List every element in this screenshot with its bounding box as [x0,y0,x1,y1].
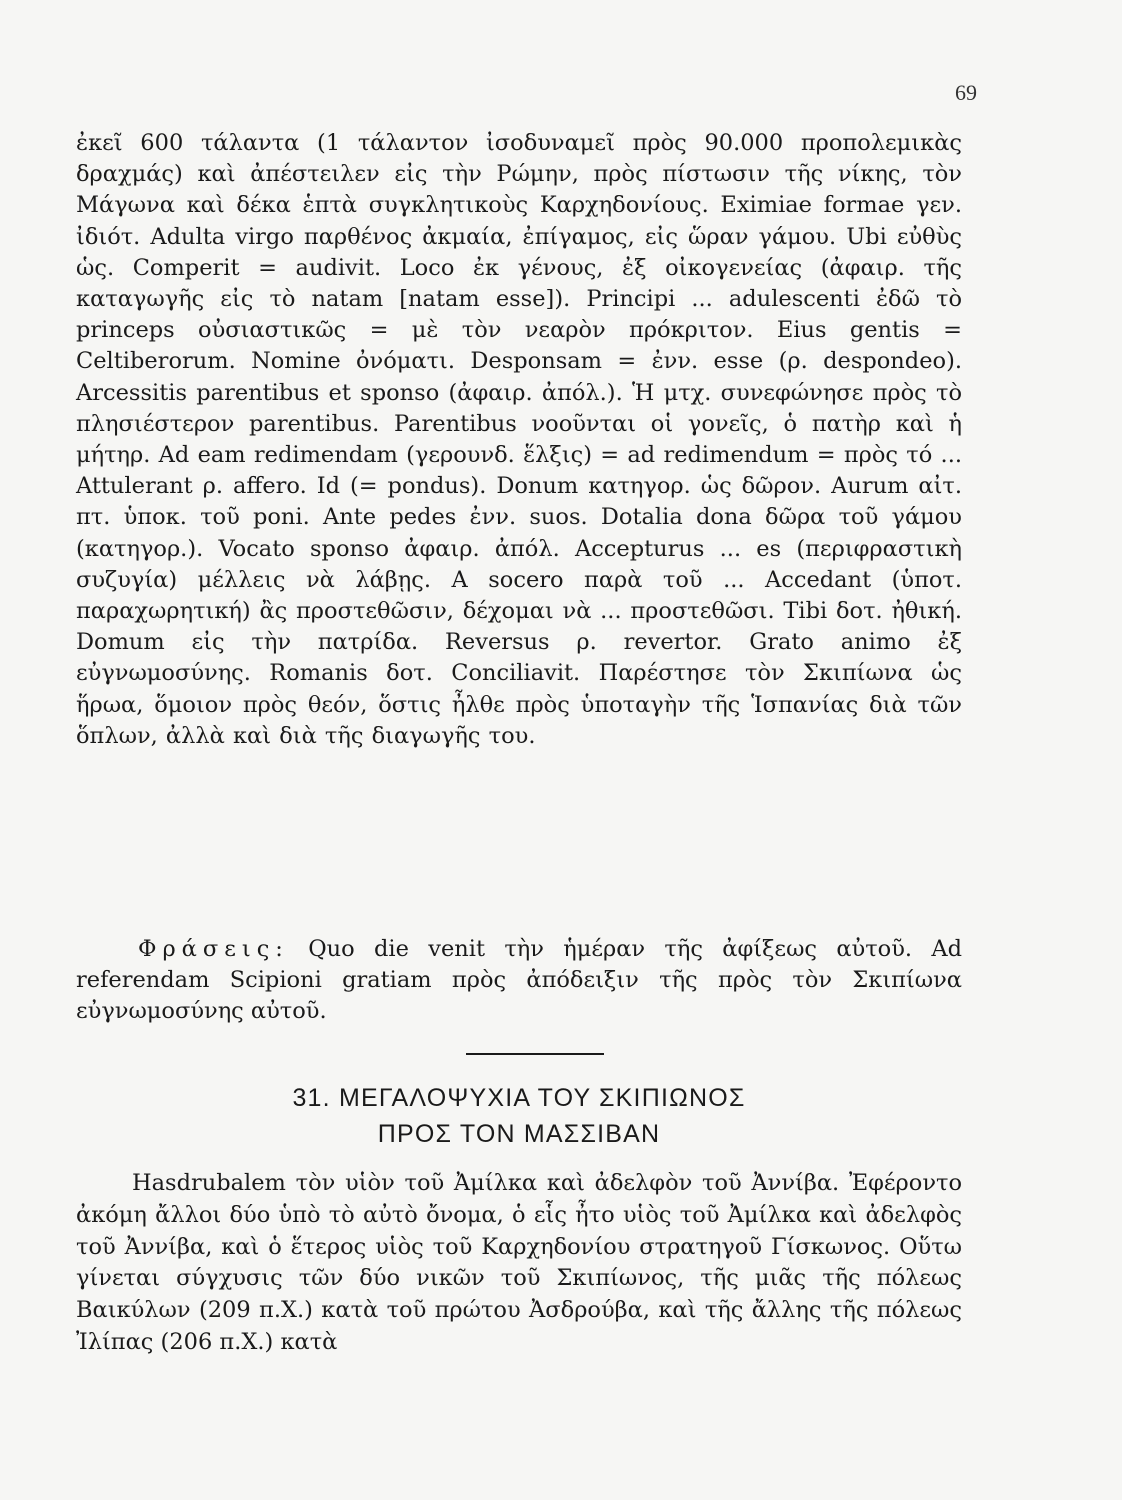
phrases-paragraph [76,934,962,1028]
commentary-paragraph: ἐκεῖ 600 τάλαντα (1 τάλαντον ἰσοδυναμεῖ πρὸς 90.000 προπολεμικὰς δραχμάς) καὶ ἀπέστειλεν εἰς τὴν Ρώμην, πρὸς πίστωσιν τῆς νίκης, τὸν Μάγωνα καὶ δέκα ἑπτὰ συγκλητικοὺς Καρχηδονίους. Eximiae formae γεν. ἰδιότ. Adulta virgo παρθένος ἀκμαία, ἐπίγαμος, εἰς ὥραν γάμου. Ubi εὐθὺς ὡς. Comperit = audivit. Loco ἐκ γένους, ἐξ οἰκογενείας (ἀφαιρ. τῆς καταγωγῆς εἰς τὸ natam [natam esse]). Principi ... adulescenti ἐδῶ τὸ princeps οὐσιαστικῶς = μὲ τὸν νεαρὸν πρόκριτον. Eius gentis = Celtiberorum. Nomine ὀνόματι. Desponsam = ἐνν. esse (ρ. despondeo). Arcessitis parentibus et sponso (ἀφαιρ. ἀπόλ.). Ἡ μτχ. συνεφώνησε πρὸς τὸ πλησιέστερον parentibus. Parentibus νοοῦνται οἱ γονεῖς, ὁ πατὴρ καὶ ἡ μήτηρ. Ad eam redimendam (γερουνδ. ἕλξις) = ad redimendum = πρὸς τό ... Attulerant ρ. affero. Id (= pondus). Donum κατηγορ. ὡς δῶρον. Aurum αἰτ. πτ. ὑποκ. τοῦ poni. Ante pedes ἐνν. suos. Dotalia dona δῶρα τοῦ γάμου (κατηγορ.). Vocato sponso ἀφαιρ. ἀπόλ. Accepturus ... es (περιφραστικὴ συζυγία) μέλλεις νὰ λάβῃς. A socero παρὰ τοῦ ... Accedant (ὑποτ. παραχωρητική) ἂς προστεθῶσιν, δέχομαι νὰ ... προστεθῶσι. Tibi δοτ. ἠθική. Domum εἰς τὴν πατρίδα. Reversus ρ. revertor. Grato animo ἐξ εὐγνωμοσύνης. Romanis δοτ. Conciliavit. Παρέστησε τὸν Σκιπίωνα ὡς ἥρωα, ὅμοιον πρὸς θεόν, ὅστις ἦλθε πρὸς ὑποταγὴν τῆς Ἱσπανίας διὰ τῶν ὅπλων, ἀλλὰ καὶ διὰ τῆς διαγωγῆς του. [76,130,962,749]
section-body [76,1168,962,1359]
commentary-notes [76,128,962,752]
section-heading-line-1: 31. ΜΕΓΑΛΟΨΥΧΙΑ ΤΟΥ ΣΚΙΠΙΩΝΟΣ [292,1084,746,1112]
section-heading-line-2: ΠΡΟΣ ΤΟΝ ΜΑΣΣΙΒΑΝ [377,1120,661,1148]
section-body-paragraph: Hasdrubalem τὸν υἱὸν τοῦ Ἀμίλκα καὶ ἀδελφὸν τοῦ Ἀννίβα. Ἐφέροντο ἀκόμη ἄλλοι δύο ὑπὸ τὸ αὐτὸ ὄνομα, ὁ εἷς ἦτο υἱὸς τοῦ Ἀμίλκα καὶ ἀδελφὸς τοῦ Ἀννίβα, καὶ ὁ ἕτερος υἱὸς τοῦ Καρχηδονίου στρατηγοῦ Γίσκωνος. Οὕτω γίνεται σύγχυσις τῶν δύο νικῶν τοῦ Σκιπίωνος, τῆς μιᾶς τῆς πόλεως Βαικύλων (209 π.Χ.) κατὰ τοῦ πρώτου Ἀσδρούβα, καὶ τῆς ἄλλης τῆς πόλεως Ἰλίπας (206 π.Χ.) κατὰ [76,1170,962,1355]
section-divider [466,1053,604,1055]
section-heading [76,1080,962,1152]
phrases-section [76,934,962,1028]
phrases-label: Φράσεις: [138,936,289,962]
page-number: 69 [955,80,977,105]
phrases-text: Quo die venit τὴν ἡμέραν τῆς ἀφίξεως αὐτοῦ. Ad referendam Scipioni gratiam πρὸς ἀπόδειξιν τῆς πρὸς τὸν Σκιπίωνα εὐγνωμοσύνης αὐτοῦ. [76,936,963,1025]
